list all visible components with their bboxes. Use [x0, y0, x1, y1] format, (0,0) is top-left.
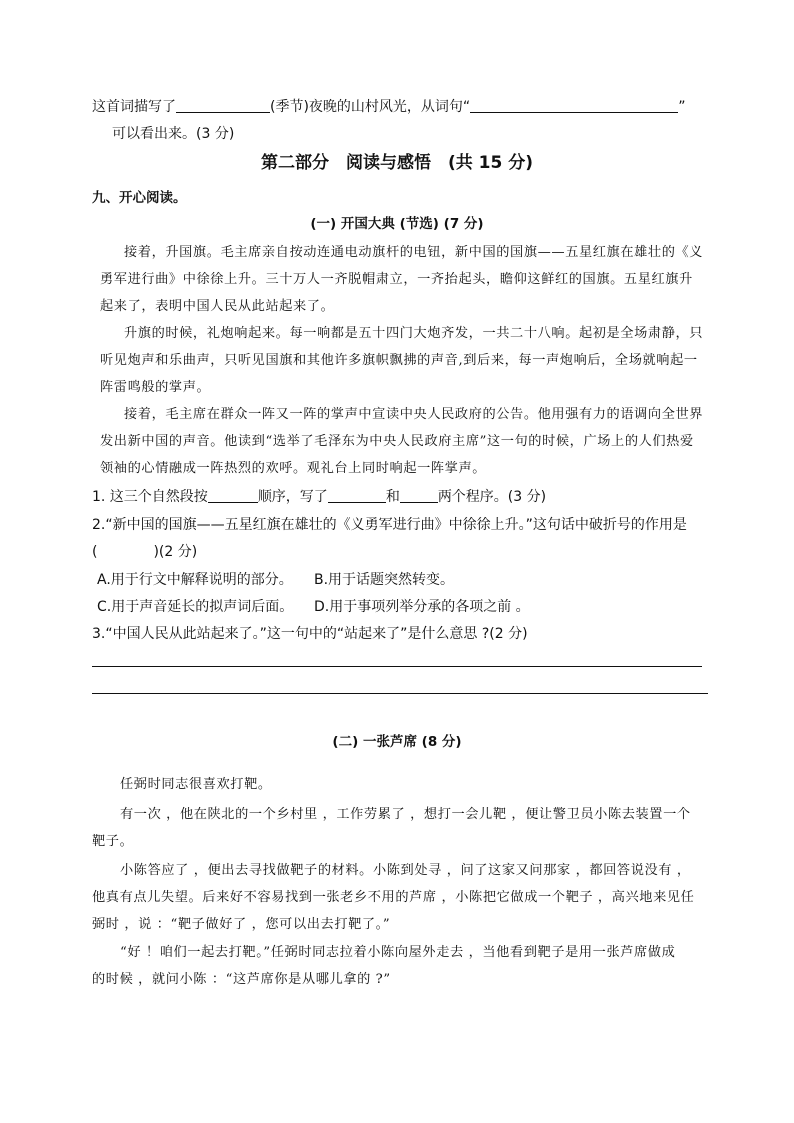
question-one-text-c: 和	[385, 489, 400, 505]
poem-question-line-2: 可以看出来。(3 分)	[112, 126, 235, 142]
question-one	[92, 488, 546, 506]
reading-one-line: 阵雷鸣般的掌声。	[100, 380, 211, 395]
reading-one-line: 领袖的心情融成一阵热烈的欢呼。观礼台上同时响起一阵掌声。	[100, 461, 487, 476]
question-one-text-b: 顺序，写了	[257, 489, 328, 505]
reading-one-line: 发出新中国的声音。他读到“选举了毛泽东为中央人民政府主席”这一句的时候，广场上的人们热爱	[100, 434, 694, 449]
question-one-text-a: 1. 这三个自然段按	[92, 489, 208, 505]
poem-line-answer-blank[interactable]	[470, 98, 678, 113]
reading-two-line: 弼时 ，说 ：“靶子做好了 ，您可以出去打靶了。”	[92, 917, 391, 932]
reading-one-line: 勇军进行曲》中徐徐上升。三十万人一齐脱帽肃立，一齐抬起头，瞻仰这鲜红的国旗。五星红旗升	[100, 272, 693, 287]
season-answer-blank[interactable]	[176, 98, 270, 113]
reading-two-line: “好 ！咱们一起去打靶。”任弼时同志拉着小陈向屋外走去 ，当他看到靶子是用一张芦席做成	[120, 945, 676, 960]
reading-two-line: 的时候 ，就问小陈 ：“这芦席你是从哪儿拿的 ?”	[92, 972, 391, 987]
reading-one-line: 起来了，表明中国人民从此站起来了。	[100, 299, 335, 314]
reading-two-line: 有一次 ，他在陕北的一个乡村里 ，工作劳累了 ，想打一会儿靶 ，便让警卫员小陈去装置一个	[120, 807, 691, 822]
reading-one-line: 接着，升国旗。毛主席亲自按动连通电动旗杆的电钮，新中国的国旗——五星红旗在雄壮的《义	[124, 245, 704, 260]
poem-question-line-1	[92, 98, 685, 116]
option-b: B.用于话题突然转变。	[314, 572, 455, 588]
question-two-line-1: 2.“新中国的国旗——五星红旗在雄壮的《义勇军进行曲》中徐徐上升。”这句话中破折号的作用是	[92, 517, 687, 533]
option-a: A.用于行文中解释说明的部分。	[97, 572, 293, 588]
question-one-text-d: 两个程序。(3 分)	[437, 489, 547, 505]
reading-one-line: 升旗的时候，礼炮响起来。每一响都是五十四门大炮齐发，一共二十八响。起初是全场肃静，只	[124, 326, 704, 341]
reading-two-line: 任弼时同志很喜欢打靶。	[120, 777, 272, 792]
reading-one-title: (一) 开国大典 (节选) (7 分)	[310, 216, 484, 232]
option-c: C.用于声音延长的拟声词后面。	[97, 599, 294, 615]
reading-two-line: 小陈答应了 ，便出去寻找做靶子的材料。小陈到处寻 ，问了这家又问那家 ，都回答说没有 ，	[120, 863, 691, 878]
reading-two-title: (二) 一张芦席 (8 分)	[332, 734, 462, 750]
question-three: 3.“中国人民从此站起来了。”这一句中的“站起来了”是什么意思 ?(2 分)	[92, 626, 528, 642]
reading-two-line: 靶子。	[92, 834, 134, 849]
order-answer-blank[interactable]	[208, 488, 258, 503]
poem-question-text-a: 这首词描写了	[92, 99, 176, 115]
procedure-one-blank[interactable]	[328, 488, 386, 503]
answer-line[interactable]	[92, 666, 702, 667]
procedure-two-blank[interactable]	[400, 488, 438, 503]
poem-question-text-c: ”	[678, 99, 686, 115]
part-two-title: 第二部分 阅读与感悟 (共 15 分)	[260, 153, 534, 173]
section-nine-heading: 九、开心阅读。	[92, 190, 187, 206]
answer-line[interactable]	[92, 693, 708, 694]
reading-one-line: 听见炮声和乐曲声，只听见国旗和其他许多旗帜飘拂的声音,到后来，每一声炮响后，全场就响起一	[100, 353, 698, 368]
reading-two-line: 他真有点儿失望。后来好不容易找到一张老乡不用的芦席 ，小陈把它做成一个靶子 ，高兴地来见任	[92, 890, 695, 905]
reading-one-line: 接着，毛主席在群众一阵又一阵的掌声中宣读中央人民政府的公告。他用强有力的语调向全世界	[124, 407, 704, 422]
question-two-answer-slot[interactable]: ( )(2 分)	[92, 544, 198, 560]
option-d: D.用于事项列举分承的各项之前 。	[314, 599, 530, 615]
poem-question-text-b: (季节)夜晚的山村风光，从词句“	[270, 99, 471, 115]
